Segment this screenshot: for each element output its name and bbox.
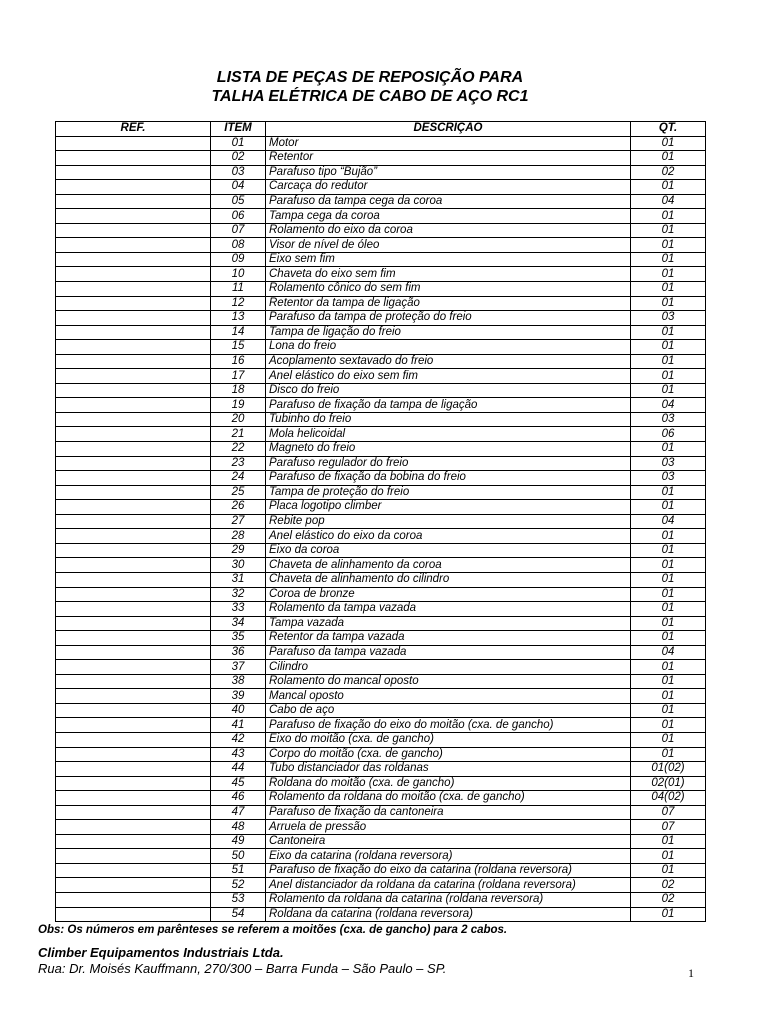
cell-ref bbox=[56, 238, 211, 253]
cell-item: 32 bbox=[211, 587, 266, 602]
table-row bbox=[56, 296, 706, 311]
cell-ref bbox=[56, 514, 211, 529]
cell-qt: 01 bbox=[631, 354, 706, 369]
cell-item: 27 bbox=[211, 514, 266, 529]
cell-qt: 01 bbox=[631, 602, 706, 617]
cell-item: 16 bbox=[211, 354, 266, 369]
cell-item: 26 bbox=[211, 500, 266, 515]
cell-qt: 01 bbox=[631, 442, 706, 457]
cell-qt: 01 bbox=[631, 369, 706, 384]
cell-ref bbox=[56, 791, 211, 806]
cell-qt: 01 bbox=[631, 340, 706, 355]
table-row bbox=[56, 558, 706, 573]
cell-ref bbox=[56, 660, 211, 675]
cell-ref bbox=[56, 689, 211, 704]
cell-descricao: Rolamento do mancal oposto bbox=[266, 674, 631, 689]
cell-qt: 02 bbox=[631, 165, 706, 180]
cell-ref bbox=[56, 602, 211, 617]
cell-ref bbox=[56, 558, 211, 573]
cell-descricao: Mola helicoidal bbox=[266, 427, 631, 442]
table-row bbox=[56, 340, 706, 355]
cell-item: 05 bbox=[211, 194, 266, 209]
table-row bbox=[56, 572, 706, 587]
cell-descricao: Parafuso de fixação do eixo do moitão (cxa. de gancho) bbox=[266, 718, 631, 733]
cell-item: 12 bbox=[211, 296, 266, 311]
cell-ref bbox=[56, 529, 211, 544]
cell-qt: 01 bbox=[631, 136, 706, 151]
cell-item: 25 bbox=[211, 485, 266, 500]
cell-ref bbox=[56, 165, 211, 180]
cell-ref bbox=[56, 354, 211, 369]
table-row bbox=[56, 442, 706, 457]
cell-descricao: Rolamento da tampa vazada bbox=[266, 602, 631, 617]
table-row bbox=[56, 151, 706, 166]
cell-descricao: Coroa de bronze bbox=[266, 587, 631, 602]
cell-qt: 01 bbox=[631, 252, 706, 267]
cell-descricao: Parafuso tipo “Bujão” bbox=[266, 165, 631, 180]
cell-descricao: Eixo do moitão (cxa. de gancho) bbox=[266, 732, 631, 747]
cell-qt: 01 bbox=[631, 660, 706, 675]
cell-ref bbox=[56, 907, 211, 922]
table-row bbox=[56, 427, 706, 442]
table-row bbox=[56, 543, 706, 558]
cell-descricao: Tampa de ligação do freio bbox=[266, 325, 631, 340]
cell-item: 15 bbox=[211, 340, 266, 355]
cell-item: 40 bbox=[211, 703, 266, 718]
cell-ref bbox=[56, 500, 211, 515]
table-row bbox=[56, 863, 706, 878]
cell-item: 49 bbox=[211, 834, 266, 849]
table-row bbox=[56, 398, 706, 413]
cell-qt: 01 bbox=[631, 558, 706, 573]
cell-descricao: Carcaça do redutor bbox=[266, 180, 631, 195]
cell-item: 30 bbox=[211, 558, 266, 573]
title-line-2: TALHA ELÉTRICA DE CABO DE AÇO RC1 bbox=[211, 88, 529, 105]
cell-ref bbox=[56, 849, 211, 864]
table-row bbox=[56, 369, 706, 384]
table-row bbox=[56, 718, 706, 733]
cell-ref bbox=[56, 456, 211, 471]
cell-ref bbox=[56, 776, 211, 791]
cell-qt: 01 bbox=[631, 718, 706, 733]
cell-qt: 01 bbox=[631, 296, 706, 311]
cell-item: 29 bbox=[211, 543, 266, 558]
cell-descricao: Parafuso de fixação da bobina do freio bbox=[266, 471, 631, 486]
cell-ref bbox=[56, 587, 211, 602]
table-row bbox=[56, 412, 706, 427]
cell-item: 17 bbox=[211, 369, 266, 384]
cell-descricao: Rolamento da roldana do moitão (cxa. de gancho) bbox=[266, 791, 631, 806]
cell-ref bbox=[56, 267, 211, 282]
page-number: 1 bbox=[688, 966, 694, 980]
header-descricao: DESCRIÇÃO bbox=[266, 122, 631, 137]
cell-qt: 01 bbox=[631, 572, 706, 587]
cell-descricao: Motor bbox=[266, 136, 631, 151]
cell-ref bbox=[56, 194, 211, 209]
cell-ref bbox=[56, 805, 211, 820]
cell-descricao: Mancal oposto bbox=[266, 689, 631, 704]
cell-item: 10 bbox=[211, 267, 266, 282]
table-row bbox=[56, 587, 706, 602]
cell-item: 35 bbox=[211, 631, 266, 646]
observation-note: Obs: Os números em parênteses se referem a moitões (cxa. de gancho) para 2 cabos. bbox=[38, 924, 508, 936]
cell-ref bbox=[56, 427, 211, 442]
cell-ref bbox=[56, 383, 211, 398]
cell-item: 06 bbox=[211, 209, 266, 224]
cell-item: 48 bbox=[211, 820, 266, 835]
cell-descricao: Chaveta de alinhamento do cilindro bbox=[266, 572, 631, 587]
cell-descricao: Eixo da catarina (roldana reversora) bbox=[266, 849, 631, 864]
cell-descricao: Visor de nível de óleo bbox=[266, 238, 631, 253]
cell-item: 09 bbox=[211, 252, 266, 267]
cell-qt: 01 bbox=[631, 529, 706, 544]
table-row bbox=[56, 485, 706, 500]
table-row bbox=[56, 456, 706, 471]
cell-qt: 01 bbox=[631, 747, 706, 762]
cell-ref bbox=[56, 732, 211, 747]
table-row bbox=[56, 907, 706, 922]
cell-qt: 03 bbox=[631, 471, 706, 486]
cell-qt: 01 bbox=[631, 180, 706, 195]
cell-descricao: Parafuso de fixação da tampa de ligação bbox=[266, 398, 631, 413]
cell-item: 21 bbox=[211, 427, 266, 442]
document-title bbox=[0, 68, 740, 106]
cell-item: 13 bbox=[211, 311, 266, 326]
cell-qt: 02 bbox=[631, 878, 706, 893]
cell-qt: 01 bbox=[631, 689, 706, 704]
cell-qt: 03 bbox=[631, 456, 706, 471]
cell-descricao: Tampa vazada bbox=[266, 616, 631, 631]
cell-qt: 01 bbox=[631, 703, 706, 718]
cell-descricao: Anel elástico do eixo da coroa bbox=[266, 529, 631, 544]
cell-descricao: Tubo distanciador das roldanas bbox=[266, 762, 631, 777]
table-row bbox=[56, 325, 706, 340]
cell-qt: 01 bbox=[631, 209, 706, 224]
header-ref: REF. bbox=[56, 122, 211, 137]
cell-ref bbox=[56, 442, 211, 457]
cell-descricao: Arruela de pressão bbox=[266, 820, 631, 835]
cell-ref bbox=[56, 674, 211, 689]
cell-item: 22 bbox=[211, 442, 266, 457]
cell-qt: 04(02) bbox=[631, 791, 706, 806]
cell-item: 39 bbox=[211, 689, 266, 704]
cell-ref bbox=[56, 863, 211, 878]
cell-item: 47 bbox=[211, 805, 266, 820]
table-row bbox=[56, 703, 706, 718]
table-row bbox=[56, 747, 706, 762]
cell-descricao: Rebite pop bbox=[266, 514, 631, 529]
cell-item: 42 bbox=[211, 732, 266, 747]
table-row bbox=[56, 776, 706, 791]
table-row bbox=[56, 471, 706, 486]
cell-item: 53 bbox=[211, 892, 266, 907]
cell-ref bbox=[56, 747, 211, 762]
cell-descricao: Disco do freio bbox=[266, 383, 631, 398]
cell-descricao: Roldana do moitão (cxa. de gancho) bbox=[266, 776, 631, 791]
cell-qt: 01(02) bbox=[631, 762, 706, 777]
cell-ref bbox=[56, 180, 211, 195]
cell-item: 31 bbox=[211, 572, 266, 587]
cell-descricao: Cabo de aço bbox=[266, 703, 631, 718]
cell-ref bbox=[56, 340, 211, 355]
cell-item: 14 bbox=[211, 325, 266, 340]
cell-descricao: Placa logotipo climber bbox=[266, 500, 631, 515]
cell-descricao: Parafuso de fixação do eixo da catarina (roldana reversora) bbox=[266, 863, 631, 878]
cell-descricao: Tampa cega da coroa bbox=[266, 209, 631, 224]
table-row bbox=[56, 267, 706, 282]
cell-item: 03 bbox=[211, 165, 266, 180]
cell-qt: 04 bbox=[631, 514, 706, 529]
cell-ref bbox=[56, 311, 211, 326]
cell-ref bbox=[56, 369, 211, 384]
table-row bbox=[56, 631, 706, 646]
cell-qt: 02 bbox=[631, 892, 706, 907]
cell-descricao: Tubinho do freio bbox=[266, 412, 631, 427]
cell-qt: 01 bbox=[631, 674, 706, 689]
cell-descricao: Corpo do moitão (cxa. de gancho) bbox=[266, 747, 631, 762]
cell-qt: 06 bbox=[631, 427, 706, 442]
cell-qt: 01 bbox=[631, 485, 706, 500]
cell-qt: 01 bbox=[631, 543, 706, 558]
table-row bbox=[56, 500, 706, 515]
cell-qt: 01 bbox=[631, 849, 706, 864]
cell-item: 37 bbox=[211, 660, 266, 675]
cell-descricao: Rolamento cônico do sem fim bbox=[266, 282, 631, 297]
cell-item: 01 bbox=[211, 136, 266, 151]
cell-qt: 01 bbox=[631, 732, 706, 747]
cell-qt: 01 bbox=[631, 223, 706, 238]
table-row bbox=[56, 209, 706, 224]
cell-descricao: Parafuso de fixação da cantoneira bbox=[266, 805, 631, 820]
cell-qt: 01 bbox=[631, 383, 706, 398]
cell-item: 23 bbox=[211, 456, 266, 471]
cell-item: 50 bbox=[211, 849, 266, 864]
cell-descricao: Retentor da tampa de ligação bbox=[266, 296, 631, 311]
cell-descricao: Parafuso regulador do freio bbox=[266, 456, 631, 471]
cell-descricao: Rolamento do eixo da coroa bbox=[266, 223, 631, 238]
cell-ref bbox=[56, 892, 211, 907]
cell-item: 08 bbox=[211, 238, 266, 253]
company-name: Climber Equipamentos Industriais Ltda. bbox=[38, 945, 284, 960]
cell-qt: 01 bbox=[631, 863, 706, 878]
cell-qt: 01 bbox=[631, 325, 706, 340]
cell-item: 34 bbox=[211, 616, 266, 631]
cell-descricao: Parafuso da tampa vazada bbox=[266, 645, 631, 660]
table-row bbox=[56, 194, 706, 209]
table-row bbox=[56, 282, 706, 297]
cell-item: 38 bbox=[211, 674, 266, 689]
table-row bbox=[56, 383, 706, 398]
cell-item: 33 bbox=[211, 602, 266, 617]
table-row bbox=[56, 616, 706, 631]
cell-item: 54 bbox=[211, 907, 266, 922]
cell-descricao: Roldana da catarina (roldana reversora) bbox=[266, 907, 631, 922]
cell-item: 41 bbox=[211, 718, 266, 733]
cell-qt: 01 bbox=[631, 631, 706, 646]
cell-descricao: Retentor da tampa vazada bbox=[266, 631, 631, 646]
cell-descricao: Tampa de proteção do freio bbox=[266, 485, 631, 500]
cell-item: 28 bbox=[211, 529, 266, 544]
cell-descricao: Eixo da coroa bbox=[266, 543, 631, 558]
title-line-1: LISTA DE PEÇAS DE REPOSIÇÃO PARA bbox=[216, 69, 524, 86]
table-row bbox=[56, 529, 706, 544]
table-row bbox=[56, 514, 706, 529]
table-row bbox=[56, 732, 706, 747]
cell-ref bbox=[56, 325, 211, 340]
cell-ref bbox=[56, 209, 211, 224]
table-row bbox=[56, 252, 706, 267]
cell-descricao: Cantoneira bbox=[266, 834, 631, 849]
cell-item: 44 bbox=[211, 762, 266, 777]
table-row bbox=[56, 762, 706, 777]
cell-item: 36 bbox=[211, 645, 266, 660]
table-row bbox=[56, 354, 706, 369]
cell-qt: 01 bbox=[631, 267, 706, 282]
cell-ref bbox=[56, 834, 211, 849]
cell-qt: 01 bbox=[631, 587, 706, 602]
cell-qt: 07 bbox=[631, 820, 706, 835]
table-row bbox=[56, 136, 706, 151]
table-row bbox=[56, 849, 706, 864]
parts-table bbox=[55, 121, 706, 922]
cell-qt: 01 bbox=[631, 238, 706, 253]
cell-ref bbox=[56, 572, 211, 587]
cell-item: 11 bbox=[211, 282, 266, 297]
cell-ref bbox=[56, 762, 211, 777]
company-address: Rua: Dr. Moisés Kauffmann, 270/300 – Barra Funda – São Paulo – SP. bbox=[38, 961, 447, 976]
cell-ref bbox=[56, 878, 211, 893]
table-row bbox=[56, 165, 706, 180]
cell-descricao: Acoplamento sextavado do freio bbox=[266, 354, 631, 369]
cell-ref bbox=[56, 718, 211, 733]
cell-descricao: Chaveta de alinhamento da coroa bbox=[266, 558, 631, 573]
table-row bbox=[56, 834, 706, 849]
header-item: ITEM bbox=[211, 122, 266, 137]
table-row bbox=[56, 180, 706, 195]
table-row bbox=[56, 602, 706, 617]
cell-item: 04 bbox=[211, 180, 266, 195]
cell-item: 46 bbox=[211, 791, 266, 806]
cell-ref bbox=[56, 820, 211, 835]
cell-qt: 04 bbox=[631, 645, 706, 660]
cell-ref bbox=[56, 616, 211, 631]
table-row bbox=[56, 645, 706, 660]
cell-qt: 04 bbox=[631, 194, 706, 209]
table-header-row bbox=[56, 122, 706, 137]
table-row bbox=[56, 223, 706, 238]
table-row bbox=[56, 892, 706, 907]
cell-ref bbox=[56, 485, 211, 500]
cell-qt: 01 bbox=[631, 282, 706, 297]
cell-descricao: Lona do freio bbox=[266, 340, 631, 355]
cell-ref bbox=[56, 398, 211, 413]
cell-item: 18 bbox=[211, 383, 266, 398]
cell-item: 07 bbox=[211, 223, 266, 238]
cell-item: 24 bbox=[211, 471, 266, 486]
cell-qt: 01 bbox=[631, 907, 706, 922]
table-row bbox=[56, 311, 706, 326]
cell-item: 02 bbox=[211, 151, 266, 166]
cell-ref bbox=[56, 631, 211, 646]
cell-qt: 04 bbox=[631, 398, 706, 413]
cell-ref bbox=[56, 296, 211, 311]
table-row bbox=[56, 805, 706, 820]
cell-descricao: Anel distanciador da roldana da catarina (roldana reversora) bbox=[266, 878, 631, 893]
cell-qt: 01 bbox=[631, 834, 706, 849]
cell-qt: 07 bbox=[631, 805, 706, 820]
cell-item: 52 bbox=[211, 878, 266, 893]
cell-ref bbox=[56, 223, 211, 238]
cell-descricao: Eixo sem fim bbox=[266, 252, 631, 267]
cell-ref bbox=[56, 471, 211, 486]
cell-qt: 03 bbox=[631, 412, 706, 427]
cell-descricao: Anel elástico do eixo sem fim bbox=[266, 369, 631, 384]
parts-table-body bbox=[56, 136, 706, 922]
cell-descricao: Retentor bbox=[266, 151, 631, 166]
cell-qt: 01 bbox=[631, 500, 706, 515]
table-row bbox=[56, 791, 706, 806]
table-row bbox=[56, 674, 706, 689]
cell-ref bbox=[56, 136, 211, 151]
cell-descricao: Chaveta do eixo sem fim bbox=[266, 267, 631, 282]
cell-qt: 03 bbox=[631, 311, 706, 326]
cell-item: 43 bbox=[211, 747, 266, 762]
cell-qt: 02(01) bbox=[631, 776, 706, 791]
table-row bbox=[56, 878, 706, 893]
cell-descricao: Parafuso da tampa cega da coroa bbox=[266, 194, 631, 209]
cell-qt: 01 bbox=[631, 151, 706, 166]
cell-ref bbox=[56, 703, 211, 718]
cell-item: 45 bbox=[211, 776, 266, 791]
cell-ref bbox=[56, 151, 211, 166]
header-qt: QT. bbox=[631, 122, 706, 137]
table-row bbox=[56, 238, 706, 253]
cell-ref bbox=[56, 252, 211, 267]
cell-item: 19 bbox=[211, 398, 266, 413]
cell-ref bbox=[56, 282, 211, 297]
cell-item: 20 bbox=[211, 412, 266, 427]
cell-qt: 01 bbox=[631, 616, 706, 631]
cell-descricao: Cilindro bbox=[266, 660, 631, 675]
table-row bbox=[56, 660, 706, 675]
cell-ref bbox=[56, 412, 211, 427]
cell-ref bbox=[56, 645, 211, 660]
table-row bbox=[56, 689, 706, 704]
cell-descricao: Magneto do freio bbox=[266, 442, 631, 457]
cell-item: 51 bbox=[211, 863, 266, 878]
cell-ref bbox=[56, 543, 211, 558]
cell-descricao: Parafuso da tampa de proteção do freio bbox=[266, 311, 631, 326]
table-row bbox=[56, 820, 706, 835]
cell-descricao: Rolamento da roldana da catarina (roldana reversora) bbox=[266, 892, 631, 907]
